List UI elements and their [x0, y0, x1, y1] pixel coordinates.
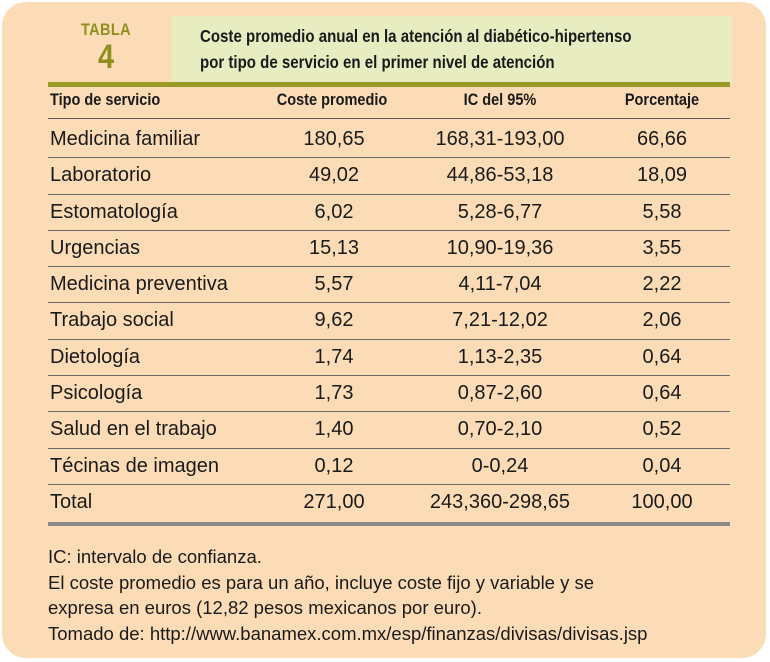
top-divider	[48, 82, 730, 87]
cell-service: Laboratorio	[50, 164, 152, 187]
note-line: El coste promedio es para un año, incluye coste fijo y variable y se	[48, 571, 595, 593]
table-title-line-1: Coste promedio anual en la atención al diabético-hipertenso	[200, 26, 632, 46]
cell-service: Estomatología	[50, 200, 178, 223]
cell-service: Medicina preventiva	[50, 273, 228, 296]
bottom-divider	[48, 522, 730, 526]
header-divider	[48, 118, 730, 119]
table-row: Urgencias 15,13 10,90-19,36 3,55	[48, 231, 730, 267]
cell-service: Urgencias	[50, 236, 141, 259]
table-row: Total 271,00 243,360-298,65 100,00	[50, 490, 693, 513]
table-row: Psicología 1,73 0,87-2,60 0,64	[48, 376, 730, 412]
note-line: expresa en euros (12,82 pesos mexicanos por euro).	[48, 597, 482, 618]
table-row: Dietología 1,74 1,13-2,35 0,64	[48, 340, 730, 376]
cell-service: Técinas de imagen	[50, 454, 219, 477]
cell-service: Medicina familiar	[50, 128, 201, 150]
table-notes	[48, 544, 748, 646]
note-line: Tomado de: http://www.banamex.com.mx/esp/finanzas/divisas/divisas.jsp	[48, 622, 648, 644]
cell-service: Trabajo social	[50, 309, 174, 332]
table-header: Tipo de servicio Coste promedio IC del 95% Porcentaje	[50, 91, 700, 109]
table-number: 4	[97, 38, 115, 76]
note-line: IC: intervalo de confianza.	[48, 546, 262, 567]
table-row: Técinas de imagen 0,12 0-0,24 0,04	[48, 449, 730, 485]
cell-service: Total	[50, 490, 93, 513]
table-row: Laboratorio 49,02 44,86-53,18 18,09	[48, 158, 730, 194]
table-row: Medicina preventiva 5,57 4,11-7,04 2,22	[48, 267, 730, 303]
table-title-box	[172, 16, 732, 84]
table-body	[48, 122, 730, 521]
table-row: Estomatología 6,02 5,28-6,77 5,58	[48, 195, 730, 231]
cell-service: Dietología	[50, 345, 141, 368]
table-label: TABLA	[80, 20, 132, 39]
table-row: Trabajo social 9,62 7,21-12,02 2,06	[48, 303, 730, 339]
table-row: Medicina familiar 180,65 168,31-193,00 66,66	[48, 122, 730, 158]
cell-service: Salud en el trabajo	[50, 418, 217, 441]
cell-service: Psicología	[50, 382, 143, 405]
table-row: Salud en el trabajo 1,40 0,70-2,10 0,52	[48, 412, 730, 448]
column-header-service: Tipo de servicio	[50, 91, 161, 109]
table-title-line-2: por tipo de servicio en el primer nivel de atención	[200, 52, 555, 72]
